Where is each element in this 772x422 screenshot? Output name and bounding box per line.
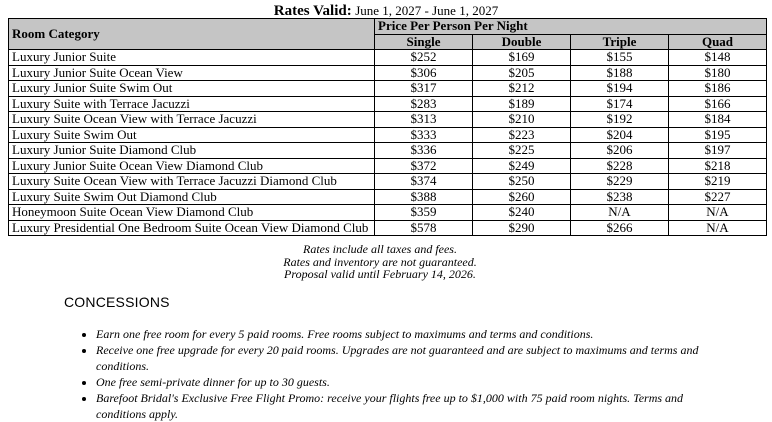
rates-valid-range: June 1, 2027 - June 1, 2027 bbox=[355, 3, 499, 18]
price-single: $359 bbox=[375, 205, 473, 221]
price-single: $313 bbox=[375, 112, 473, 128]
price-double: $240 bbox=[473, 205, 571, 221]
price-double: $169 bbox=[473, 50, 571, 66]
price-triple: N/A bbox=[571, 205, 669, 221]
table-row bbox=[9, 127, 767, 143]
price-triple: $155 bbox=[571, 50, 669, 66]
table-row bbox=[9, 174, 767, 190]
price-quad: $166 bbox=[669, 96, 767, 112]
price-double: $205 bbox=[473, 65, 571, 81]
rates-table bbox=[8, 18, 767, 236]
price-triple: $238 bbox=[571, 189, 669, 205]
rates-valid-label: Rates Valid: bbox=[273, 3, 352, 19]
price-quad: $227 bbox=[669, 189, 767, 205]
note-proposal-validity: Proposal valid until February 14, 2026. bbox=[284, 267, 476, 281]
price-double: $189 bbox=[473, 96, 571, 112]
note-inventory: Rates and inventory are not guaranteed. bbox=[283, 254, 477, 269]
price-triple: $206 bbox=[571, 143, 669, 159]
price-triple: $188 bbox=[571, 65, 669, 81]
table-row bbox=[9, 112, 767, 128]
column-header-triple: Triple bbox=[571, 34, 669, 50]
price-triple: $204 bbox=[571, 127, 669, 143]
price-single: $252 bbox=[375, 50, 473, 66]
price-single: $336 bbox=[375, 143, 473, 159]
table-row bbox=[9, 65, 767, 81]
price-single: $372 bbox=[375, 158, 473, 174]
room-name: Honeymoon Suite Ocean View Diamond Club bbox=[9, 205, 375, 221]
room-name: Luxury Junior Suite Ocean View Diamond Club bbox=[9, 158, 375, 174]
price-triple: $228 bbox=[571, 158, 669, 174]
price-quad: $195 bbox=[669, 127, 767, 143]
price-triple: $174 bbox=[571, 96, 669, 112]
column-header-double: Double bbox=[473, 34, 571, 50]
price-single: $333 bbox=[375, 127, 473, 143]
price-single: $283 bbox=[375, 96, 473, 112]
list-item: • Earn one free room for every 5 paid rooms. Free rooms subject to maximums and terms and conditions. bbox=[96, 326, 736, 342]
column-header-single: Single bbox=[375, 34, 473, 50]
price-double: $249 bbox=[473, 158, 571, 174]
price-triple: $194 bbox=[571, 81, 669, 97]
concessions-list bbox=[78, 326, 736, 422]
price-single: $388 bbox=[375, 189, 473, 205]
list-item: • One free semi-private dinner for up to 30 guests. bbox=[96, 374, 736, 390]
concessions-title: CONCESSIONS bbox=[64, 294, 170, 310]
table-row bbox=[9, 189, 767, 205]
price-double: $212 bbox=[473, 81, 571, 97]
price-triple: $192 bbox=[571, 112, 669, 128]
price-double: $225 bbox=[473, 143, 571, 159]
price-single: $317 bbox=[375, 81, 473, 97]
price-triple: $266 bbox=[571, 220, 669, 236]
price-quad: $219 bbox=[669, 174, 767, 190]
rate-notes bbox=[200, 243, 560, 281]
room-name: Luxury Suite Ocean View with Terrace Jacuzzi bbox=[9, 112, 375, 128]
list-item: • Barefoot Bridal's Exclusive Free Flight Promo: receive your flights free up to $1,000 with 75 paid room nights. Terms and conditions apply. bbox=[96, 390, 736, 422]
price-single: $306 bbox=[375, 65, 473, 81]
price-quad: N/A bbox=[669, 220, 767, 236]
table-row bbox=[9, 143, 767, 159]
table-row bbox=[9, 96, 767, 112]
price-quad: $184 bbox=[669, 112, 767, 128]
price-quad: $197 bbox=[669, 143, 767, 159]
table-row bbox=[9, 158, 767, 174]
room-name: Luxury Suite Ocean View with Terrace Jacuzzi Diamond Club bbox=[9, 174, 375, 190]
price-double: $260 bbox=[473, 189, 571, 205]
room-name: Luxury Suite Swim Out Diamond Club bbox=[9, 189, 375, 205]
price-per-person-header: Price Per Person Per Night bbox=[375, 19, 767, 35]
price-double: $210 bbox=[473, 112, 571, 128]
price-quad: N/A bbox=[669, 205, 767, 221]
price-quad: $148 bbox=[669, 50, 767, 66]
table-row bbox=[9, 50, 767, 66]
list-item: • Receive one free upgrade for every 20 paid rooms. Upgrades are not guaranteed and are subject to maximums and terms and conditions. bbox=[96, 342, 736, 374]
price-double: $250 bbox=[473, 174, 571, 190]
column-header-quad: Quad bbox=[669, 34, 767, 50]
price-quad: $218 bbox=[669, 158, 767, 174]
room-category-header: Room Category bbox=[9, 19, 375, 50]
room-name: Luxury Junior Suite Diamond Club bbox=[9, 143, 375, 159]
price-double: $223 bbox=[473, 127, 571, 143]
room-name: Luxury Presidential One Bedroom Suite Ocean View Diamond Club bbox=[9, 220, 375, 236]
note-taxes: Rates include all taxes and fees. bbox=[303, 242, 457, 256]
price-triple: $229 bbox=[571, 174, 669, 190]
price-quad: $186 bbox=[669, 81, 767, 97]
table-row bbox=[9, 220, 767, 236]
room-name: Luxury Junior Suite Swim Out bbox=[9, 81, 375, 97]
room-name: Luxury Junior Suite bbox=[9, 50, 375, 66]
table-row bbox=[9, 205, 767, 221]
room-name: Luxury Suite with Terrace Jacuzzi bbox=[9, 96, 375, 112]
room-name: Luxury Suite Swim Out bbox=[9, 127, 375, 143]
price-quad: $180 bbox=[669, 65, 767, 81]
price-single: $374 bbox=[375, 174, 473, 190]
price-double: $290 bbox=[473, 220, 571, 236]
room-name: Luxury Junior Suite Ocean View bbox=[9, 65, 375, 81]
price-single: $578 bbox=[375, 220, 473, 236]
table-row bbox=[9, 81, 767, 97]
